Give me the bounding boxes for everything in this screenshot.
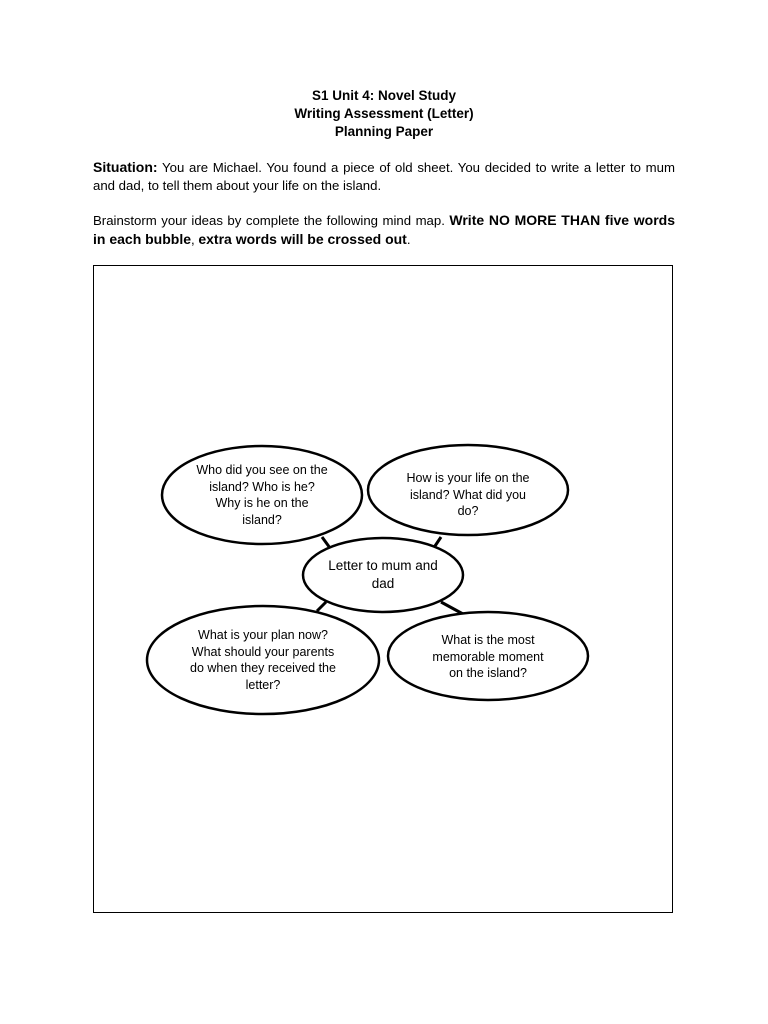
title-line-2: Writing Assessment (Letter) (294, 106, 474, 121)
instructions-comma: , (191, 232, 199, 247)
connector-top-left (322, 537, 330, 548)
instructions-end: . (406, 232, 411, 247)
connector-bottom-left (317, 602, 326, 611)
bubble-top-right: How is your life on the island? What did you do? (406, 471, 530, 518)
situation-label: Situation: (93, 159, 158, 175)
connector-bottom-right (441, 602, 463, 614)
instructions-bold-1: Write NO MORE THAN five words in each bubble (93, 212, 675, 247)
title-line-1: S1 Unit 4: Novel Study (311, 88, 457, 103)
situation-text: You are Michael. You found a piece of old sheet. You decided to write a letter to mum and dad, to tell them about your life on the island. (93, 160, 675, 193)
bubble-center: Letter to mum and dad (328, 558, 438, 591)
title-line-3: Planning Paper (334, 124, 434, 139)
bubble-bottom-left: What is your plan now? What should your parents do when they received the letter? (190, 628, 336, 692)
instructions-bold-2: extra words will be crossed out (198, 231, 407, 247)
instructions-text: Brainstorm your ideas by complete the following mind map. (93, 213, 450, 228)
bubble-top-left: Who did you see on the island? Who is he? Why is he on the island? (196, 463, 328, 527)
bubble-bottom-right: What is the most memorable moment on the island? (432, 633, 544, 680)
